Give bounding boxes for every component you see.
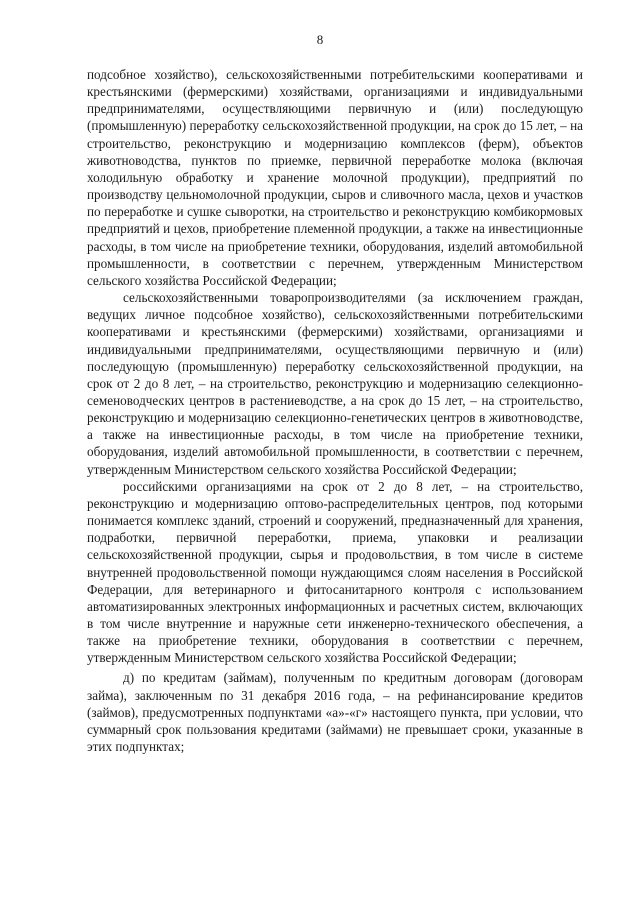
paragraph-continuation: подсобное хозяйство), сельскохозяйственными потребительскими кооперативами и крестьянскими (фермерскими) хозяйствами, организациями и индивидуальными предпринимателями, осуществляющими первичную и (или) последующую (промышленную) переработку сельскохозяйственной продукции, на срок до 15 лет, – на строительство, реконструкцию и модернизацию комплексов (ферм), объектов животноводства, пунктов по приемке, первичной переработке молока (включая холодильную обработку и хранение молочной продукции), предприятий по производству цельномолочной продукции, сыров и сливочного масла, цехов и участков по переработке и сушке сыворотки, на строительство и реконструкцию комбикормовых предприятий и цехов, приобретение племенной продукции, а также на инвестиционные расходы, в том числе на приобретение техники, оборудования, изделий автомобильной промышленности, в соответствии с перечнем, утвержденным Министерством сельского хозяйства Российской Федерации; (87, 67, 583, 288)
document-body (87, 66, 583, 755)
paragraph-russian-organizations: российскими организациями на срок от 2 до 8 лет, – на строительство, реконструкцию и модернизацию оптово-распределительных центров, под которыми понимается комплекс зданий, строений и сооружений, предназначенный для хранения, подработки, первичной переработки, приема, упаковки и реализации сельскохозяйственной продукции, сырья и продовольствия, в том числе в системе внутренней продовольственной помощи нуждающимся слоям населения в Российской Федерации, для ветеринарного и фитосанитарного контроля с использованием автоматизированных электронных информационных и расчетных систем, включающих в том числе внутренние и наружные сети инженерно-технического обеспечения, а также на приобретение техники, оборудования в соответствии с перечнем, утвержденным Министерством сельского хозяйства Российской Федерации; (87, 478, 583, 666)
paragraph-agricultural-producers: сельскохозяйственными товаропроизводителями (за исключением граждан, ведущих личное подсобное хозяйство), сельскохозяйственными потребительскими кооперативами и крестьянскими (фермерскими) хозяйствами, организациями и индивидуальными предпринимателями, осуществляющими первичную и (или) последующую (промышленную) переработку сельскохозяйственной продукции, на срок от 2 до 8 лет, – на строительство, реконструкцию и модернизацию селекционно-семеноводческих центров в растениеводстве, а на срок до 15 лет, – на строительство, реконструкцию и модернизацию селекционно-генетических центров в животноводстве, а также на инвестиционные расходы, в том числе на приобретение техники, оборудования, изделий автомобильной промышленности, в соответствии с перечнем, утвержденным Министерством сельского хозяйства Российской Федерации; (87, 290, 583, 477)
paragraph-subpoint-d: д) по кредитам (займам), полученным по кредитным договорам (договорам займа), заключенным по 31 декабря 2016 года, – на рефинансирование кредитов (займов), предусмотренных подпунктами «а»-«г» настоящего пункта, при условии, что суммарный срок пользования кредитами (займами) не превышает сроки, указанные в этих подпунктах; (87, 670, 583, 755)
page-number: 8 (316, 32, 324, 47)
